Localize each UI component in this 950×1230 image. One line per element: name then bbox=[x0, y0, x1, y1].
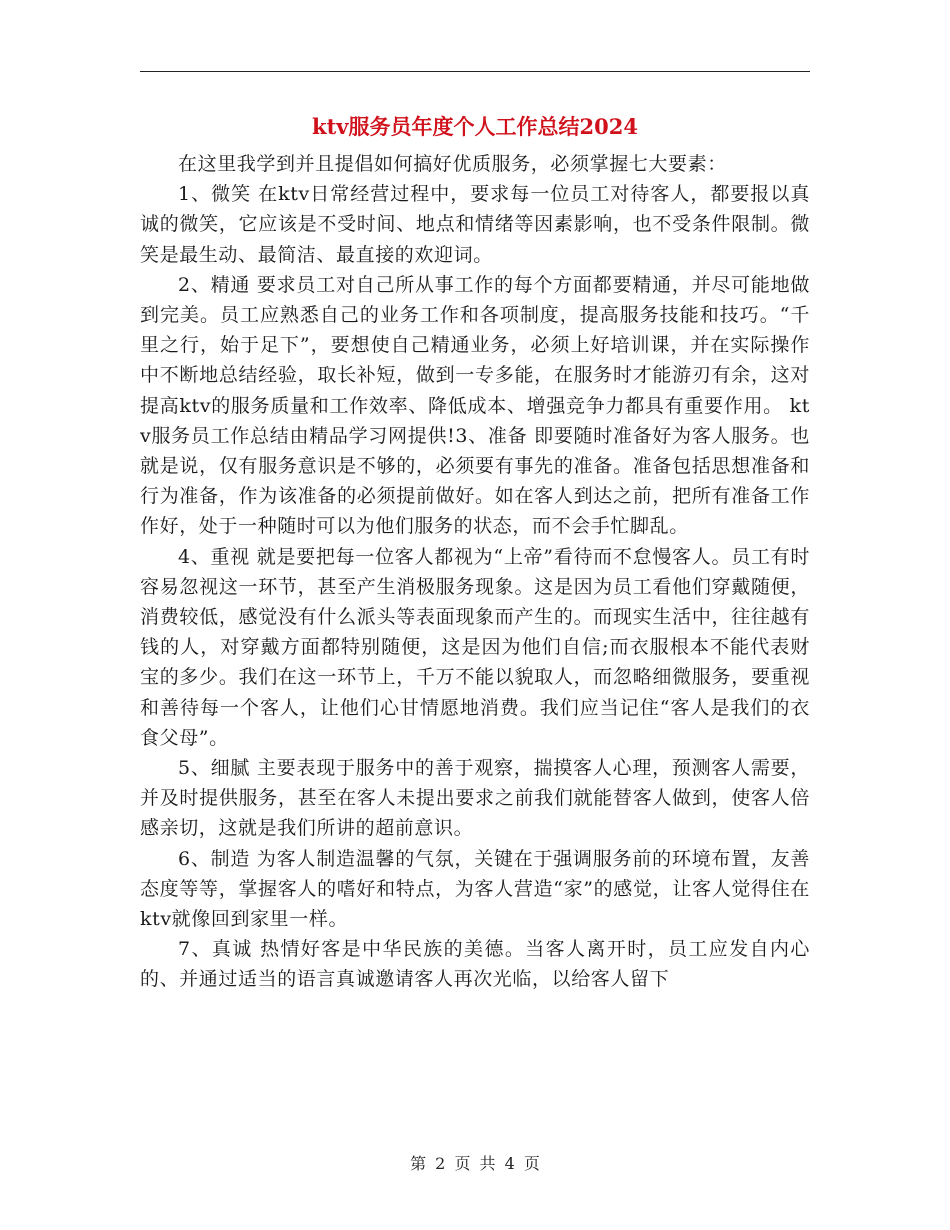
paragraph-attention: 4、重视 就是要把每一位客人都视为“上帝”看待而不怠慢客人。员工有时容易忽视这一环节，甚至产生消极服务现象。这是因为员工看他们穿戴随便，消费较低，感觉没有什么派头等表面现象而产生的。而现实生活中，往往越有钱的人，对穿戴方面都特别随便，这是因为他们自信;而衣服根本不能代表财宝的多少。我们在这一环节上，千万不能以貌取人，而忽略细微服务，要重视和善待每一个客人，让他们心甘情愿地消费。我们应当记住“客人是我们的衣食父母”。 bbox=[140, 545, 810, 749]
paragraph-smile: 1、微笑 在ktv日常经营过程中，要求每一位员工对待客人，都要报以真诚的微笑，它应该是不受时间、地点和情绪等因素影响，也不受条件限制。微笑是最生动、最简洁、最直接的欢迎词。 bbox=[140, 183, 810, 266]
paragraph-atmosphere: 6、制造 为客人制造温馨的气氛，关键在于强调服务前的环境布置，友善态度等等，掌握客人的嗜好和特点，为客人营造“家”的感觉，让客人觉得住在ktv就像回到家里一样。 bbox=[140, 847, 810, 931]
paragraph-intro: 在这里我学到并且提倡如何搞好优质服务，必须掌握七大要素： bbox=[178, 153, 727, 175]
document-title: ktv服务员年度个人工作总结2024 bbox=[312, 114, 638, 139]
page-number: 第 2 页 共 4 页 bbox=[410, 1154, 540, 1173]
paragraph-proficiency: 2、精通 要求员工对自己所从事工作的每个方面都要精通，并尽可能地做到完美。员工应熟悉自己的业务工作和各项制度，提高服务技能和技巧。“千里之行，始于足下”，要想使自己精通业务，必须上好培训课，并在实际操作中不断地总结经验，取长补短，做到一专多能，在服务时才能游刃有余，这对提高ktv的服务质量和工作效率、降低成本、增强竞争力都具有重要作用。 ktv服务员工作总结由精品学习网提供!3、准备 即要随时准备好为客人服务。也就是说，仅有服务意识是不够的，必须要有事先的准备。准备包括思想准备和行为准备，作为该准备的必须提前做好。如在客人到达之前，把所有准备工作作好，处于一种随时可以为他们服务的状态，而不会手忙脚乱。 bbox=[140, 273, 810, 538]
paragraph-sincerity: 7、真诚 热情好客是中华民族的美德。当客人离开时，员工应发自内心的、并通过适当的语言真诚邀请客人再次光临，以给客人留下 bbox=[140, 938, 810, 991]
document-body bbox=[140, 149, 810, 995]
paragraph-attentiveness: 5、细腻 主要表现于服务中的善于观察，揣摸客人心理，预测客人需要，并及时提供服务，甚至在客人未提出要求之前我们就能替客人做到，使客人倍感亲切，这就是我们所讲的超前意识。 bbox=[140, 757, 810, 840]
header-divider bbox=[140, 71, 810, 72]
